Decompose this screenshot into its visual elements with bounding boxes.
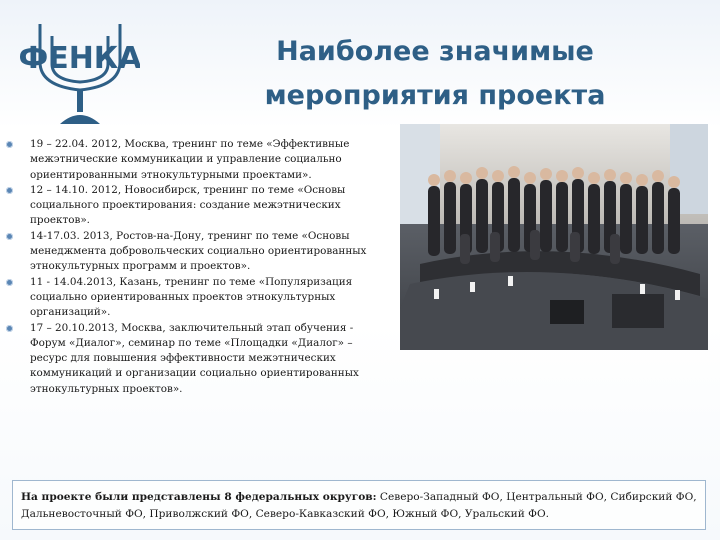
list-item: [6, 321, 390, 397]
list-item: [6, 183, 390, 229]
bullet-icon: [6, 187, 13, 194]
events-list: [6, 137, 390, 397]
districts-list: Северо-Западный ФО, Центральный ФО, Сибирский ФО, Дальневосточный ФО, Приволжский ФО, Северо-Кавказский ФО, Южный ФО, Уральский ФО.: [21, 491, 697, 520]
districts-lead: На проекте были представлены 8 федеральных округов:: [21, 491, 377, 503]
list-item: [6, 137, 390, 183]
event-text: 14-17.03. 2013, Ростов-на-Дону, тренинг по теме «Основы менеджмента добровольческих социально ориентированных этнокультурных программ и проектов».: [30, 229, 367, 273]
event-text: 11 - 14.04.2013, Казань, тренинг по теме «Популяризация социально ориентированных проектов этнокультурных организаций».: [30, 275, 353, 319]
title-line-1: Наиболее значимые: [276, 36, 594, 67]
title-line-2: мероприятия проекта: [264, 80, 606, 111]
bullet-icon: [6, 325, 13, 332]
fenka-logo: [20, 6, 140, 130]
logo-lettering: ФЕНКА: [20, 41, 140, 76]
districts-summary: [12, 480, 706, 530]
bullet-icon: [6, 141, 13, 148]
group-photo: [400, 124, 708, 350]
event-text: 19 – 22.04. 2012, Москва, тренинг по теме «Эффективные межэтнические коммуникации и управление социально ориентированными этнокультурными проектами».: [30, 138, 350, 181]
list-item: [6, 275, 390, 321]
page-title: [175, 30, 695, 118]
bullet-icon: [6, 279, 13, 286]
event-text: 17 – 20.10.2013, Москва, заключительный этап обучения - Форум «Диалог», семинар по теме «Площадки «Диалог» – ресурс для повышения эффективности межэтнических коммуникаций и организации социально ориентированных этнокультурных проектов».: [30, 321, 359, 395]
bullet-icon: [6, 233, 13, 240]
event-text: 12 – 14.10. 2012, Новосибирск, тренинг по теме «Основы социального проектирования: создание межэтнических проектов».: [30, 183, 346, 227]
list-item: [6, 229, 390, 275]
